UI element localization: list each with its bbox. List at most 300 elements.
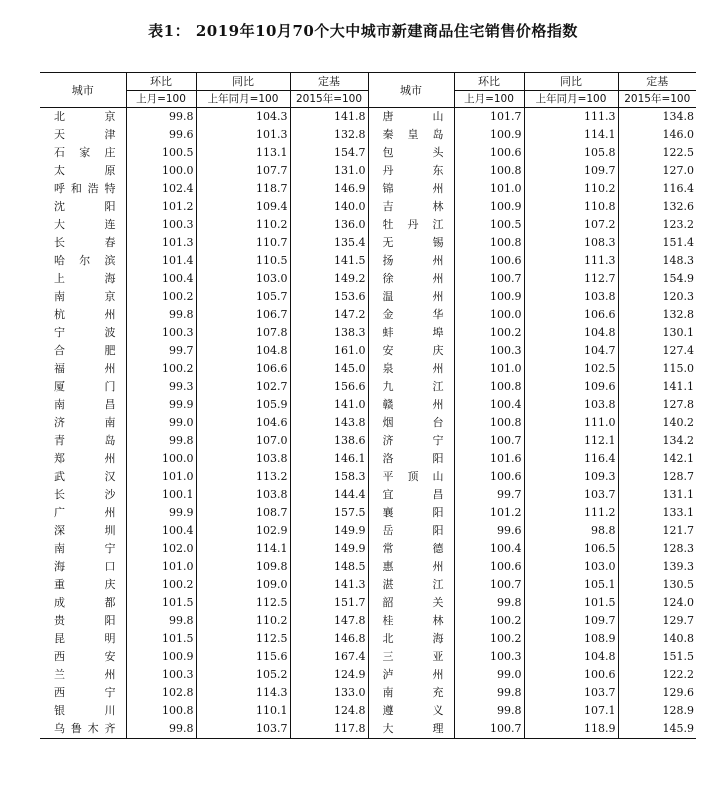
cell-yoy-right: 103.8 (524, 396, 618, 414)
cell-mom-right: 99.8 (454, 684, 524, 702)
cell-base-left: 132.8 (290, 126, 368, 144)
cell-city-left: 深圳 (54, 524, 116, 537)
cell-city-left: 乌鲁木齐 (40, 720, 126, 739)
cell-mom-left: 100.2 (126, 360, 196, 378)
cell-mom-right: 100.4 (454, 396, 524, 414)
cell-yoy-left: 104.8 (196, 342, 290, 360)
cell-mom-right: 99.7 (454, 486, 524, 504)
price-index-table (40, 72, 696, 739)
cell-mom-right: 100.6 (454, 468, 524, 486)
header-yoy-sub-left: 上年同月=100 (196, 91, 290, 108)
cell-base-left: 157.5 (290, 504, 368, 522)
cell-base-right: 133.1 (618, 504, 696, 522)
cell-mom-left: 102.0 (126, 540, 196, 558)
cell-base-right: 121.7 (618, 522, 696, 540)
cell-yoy-right: 105.8 (524, 144, 618, 162)
cell-mom-left: 99.3 (126, 378, 196, 396)
cell-city-right: 赣州 (368, 396, 454, 414)
cell-base-right: 141.1 (618, 378, 696, 396)
cell-mom-right: 100.3 (454, 648, 524, 666)
cell-yoy-right: 104.8 (524, 648, 618, 666)
cell-mom-left: 99.9 (126, 504, 196, 522)
cell-city-left: 长沙 (54, 488, 116, 501)
cell-yoy-left: 104.6 (196, 414, 290, 432)
header-base-sub-left: 2015年=100 (290, 91, 368, 108)
cell-base-left: 143.8 (290, 414, 368, 432)
cell-yoy-right: 107.2 (524, 216, 618, 234)
cell-base-right: 140.8 (618, 630, 696, 648)
cell-city-left: 兰州 (54, 668, 116, 681)
cell-yoy-left: 105.2 (196, 666, 290, 684)
cell-city-right: 无锡 (368, 234, 454, 252)
cell-mom-left: 100.5 (126, 144, 196, 162)
cell-yoy-left: 114.1 (196, 540, 290, 558)
cell-yoy-right: 103.7 (524, 486, 618, 504)
cell-mom-right: 100.0 (454, 306, 524, 324)
cell-city-left: 福州 (54, 362, 116, 375)
cell-base-left: 136.0 (290, 216, 368, 234)
table-row (40, 414, 696, 432)
cell-mom-left: 100.3 (126, 666, 196, 684)
cell-mom-right: 100.9 (454, 198, 524, 216)
cell-base-left: 141.0 (290, 396, 368, 414)
cell-city-left: 银川 (54, 704, 116, 717)
cell-base-right: 134.8 (618, 108, 696, 127)
cell-yoy-right: 101.5 (524, 594, 618, 612)
cell-base-left: 149.9 (290, 522, 368, 540)
cell-base-left: 124.9 (290, 666, 368, 684)
cell-city-left: 重庆 (54, 578, 116, 591)
cell-mom-right: 100.8 (454, 162, 524, 180)
cell-base-right: 123.2 (618, 216, 696, 234)
cell-base-left: 135.4 (290, 234, 368, 252)
cell-mom-left: 101.4 (126, 252, 196, 270)
cell-base-right: 122.2 (618, 666, 696, 684)
cell-city-left: 南宁 (54, 542, 116, 555)
cell-mom-left: 102.8 (126, 684, 196, 702)
cell-mom-left: 99.8 (126, 108, 196, 127)
cell-mom-right: 100.6 (454, 252, 524, 270)
cell-mom-right: 99.0 (454, 666, 524, 684)
cell-city-left: 厦门 (54, 380, 116, 393)
header-mom-right: 环比 (454, 73, 524, 91)
cell-base-right: 129.7 (618, 612, 696, 630)
cell-base-left: 141.3 (290, 576, 368, 594)
cell-yoy-left: 106.7 (196, 306, 290, 324)
cell-base-right: 127.0 (618, 162, 696, 180)
cell-city-right: 锦州 (368, 180, 454, 198)
cell-mom-right: 99.6 (454, 522, 524, 540)
cell-city-left: 南京 (54, 290, 116, 303)
cell-mom-left: 100.3 (126, 216, 196, 234)
cell-mom-left: 100.8 (126, 702, 196, 720)
cell-yoy-left: 115.6 (196, 648, 290, 666)
cell-yoy-left: 104.3 (196, 108, 290, 127)
cell-mom-left: 102.4 (126, 180, 196, 198)
cell-city-right: 烟台 (368, 414, 454, 432)
cell-city-right: 温州 (368, 288, 454, 306)
table-row (40, 684, 696, 702)
cell-city-left: 宁波 (54, 326, 116, 339)
cell-yoy-right: 109.7 (524, 162, 618, 180)
cell-city-left: 西安 (54, 650, 116, 663)
cell-yoy-right: 102.5 (524, 360, 618, 378)
cell-yoy-left: 110.5 (196, 252, 290, 270)
cell-city-right: 吉林 (368, 198, 454, 216)
table-row (40, 306, 696, 324)
cell-base-left: 146.9 (290, 180, 368, 198)
table-row (40, 486, 696, 504)
cell-yoy-left: 110.1 (196, 702, 290, 720)
cell-yoy-right: 116.4 (524, 450, 618, 468)
header-mom-sub-left: 上月=100 (126, 91, 196, 108)
cell-yoy-right: 111.3 (524, 252, 618, 270)
cell-city-left: 北京 (54, 110, 116, 123)
cell-base-left: 167.4 (290, 648, 368, 666)
cell-city-right: 遵义 (368, 702, 454, 720)
cell-mom-left: 100.9 (126, 648, 196, 666)
cell-city-left: 杭州 (54, 308, 116, 321)
cell-city-right: 惠州 (368, 558, 454, 576)
cell-mom-right: 100.7 (454, 576, 524, 594)
cell-mom-right: 99.8 (454, 702, 524, 720)
cell-city-right: 蚌埠 (368, 324, 454, 342)
table-row (40, 180, 696, 198)
cell-mom-left: 99.0 (126, 414, 196, 432)
cell-mom-right: 101.6 (454, 450, 524, 468)
cell-base-right: 132.8 (618, 306, 696, 324)
cell-base-left: 124.8 (290, 702, 368, 720)
cell-mom-right: 100.7 (454, 720, 524, 739)
cell-base-left: 146.8 (290, 630, 368, 648)
cell-city-right: 桂林 (368, 612, 454, 630)
cell-city-right: 九江 (368, 378, 454, 396)
cell-base-right: 127.4 (618, 342, 696, 360)
cell-base-left: 148.5 (290, 558, 368, 576)
cell-yoy-left: 114.3 (196, 684, 290, 702)
table-row (40, 144, 696, 162)
cell-yoy-left: 103.8 (196, 486, 290, 504)
cell-mom-left: 101.0 (126, 558, 196, 576)
cell-city-right: 扬州 (368, 252, 454, 270)
table-row (40, 702, 696, 720)
cell-base-right: 130.5 (618, 576, 696, 594)
cell-yoy-right: 108.9 (524, 630, 618, 648)
cell-base-right: 127.8 (618, 396, 696, 414)
cell-yoy-right: 111.3 (524, 108, 618, 127)
cell-base-right: 122.5 (618, 144, 696, 162)
cell-city-right: 三亚 (368, 648, 454, 666)
cell-mom-right: 101.2 (454, 504, 524, 522)
table-body (40, 108, 696, 739)
cell-yoy-right: 112.7 (524, 270, 618, 288)
cell-city-right: 泸州 (368, 666, 454, 684)
header-base-right: 定基 (618, 73, 696, 91)
cell-city-left: 南昌 (54, 398, 116, 411)
cell-city-left: 成都 (54, 596, 116, 609)
cell-base-left: 144.4 (290, 486, 368, 504)
cell-mom-right: 99.8 (454, 594, 524, 612)
table-row (40, 468, 696, 486)
cell-city-right: 唐山 (368, 108, 454, 127)
cell-mom-left: 100.2 (126, 576, 196, 594)
table-row (40, 360, 696, 378)
cell-yoy-right: 105.1 (524, 576, 618, 594)
cell-base-left: 131.0 (290, 162, 368, 180)
table-row (40, 576, 696, 594)
cell-yoy-left: 110.2 (196, 216, 290, 234)
cell-yoy-right: 107.1 (524, 702, 618, 720)
cell-base-left: 146.1 (290, 450, 368, 468)
header-yoy-sub-right: 上年同月=100 (524, 91, 618, 108)
cell-city-right: 徐州 (368, 270, 454, 288)
cell-mom-left: 100.0 (126, 162, 196, 180)
cell-yoy-right: 103.0 (524, 558, 618, 576)
cell-mom-left: 100.0 (126, 450, 196, 468)
cell-mom-right: 100.7 (454, 270, 524, 288)
cell-base-left: 140.0 (290, 198, 368, 216)
cell-base-left: 161.0 (290, 342, 368, 360)
cell-mom-right: 100.6 (454, 144, 524, 162)
table-row (40, 198, 696, 216)
table-row (40, 594, 696, 612)
cell-mom-left: 99.6 (126, 126, 196, 144)
cell-base-right: 120.3 (618, 288, 696, 306)
cell-city-left: 西宁 (54, 686, 116, 699)
cell-mom-right: 100.6 (454, 558, 524, 576)
cell-yoy-right: 110.2 (524, 180, 618, 198)
cell-mom-left: 99.7 (126, 342, 196, 360)
cell-base-left: 151.7 (290, 594, 368, 612)
cell-base-left: 141.8 (290, 108, 368, 127)
table-row (40, 540, 696, 558)
cell-mom-right: 100.5 (454, 216, 524, 234)
cell-base-left: 149.2 (290, 270, 368, 288)
cell-yoy-left: 103.7 (196, 720, 290, 739)
cell-city-right: 丹东 (368, 162, 454, 180)
cell-city-left: 郑州 (54, 452, 116, 465)
cell-city-left: 广州 (54, 506, 116, 519)
cell-yoy-left: 112.5 (196, 630, 290, 648)
cell-city-left: 呼和浩特 (54, 182, 116, 195)
cell-base-right: 140.2 (618, 414, 696, 432)
cell-mom-right: 100.7 (454, 432, 524, 450)
cell-yoy-left: 103.8 (196, 450, 290, 468)
cell-base-right: 130.1 (618, 324, 696, 342)
cell-city-left: 长春 (54, 236, 116, 249)
cell-base-right: 128.9 (618, 702, 696, 720)
table-row (40, 162, 696, 180)
cell-city-left: 海口 (54, 560, 116, 573)
cell-mom-left: 101.5 (126, 630, 196, 648)
cell-yoy-right: 109.3 (524, 468, 618, 486)
cell-city-left: 太原 (54, 164, 116, 177)
cell-yoy-right: 118.9 (524, 720, 618, 739)
cell-base-right: 124.0 (618, 594, 696, 612)
cell-city-right: 岳阳 (368, 522, 454, 540)
cell-mom-right: 100.2 (454, 324, 524, 342)
header-mom-left: 环比 (126, 73, 196, 91)
cell-yoy-left: 102.9 (196, 522, 290, 540)
cell-yoy-right: 103.7 (524, 684, 618, 702)
cell-city-left: 哈尔滨 (54, 254, 116, 267)
cell-base-left: 138.3 (290, 324, 368, 342)
cell-base-left: 117.8 (290, 720, 368, 739)
table-row (40, 612, 696, 630)
cell-base-left: 158.3 (290, 468, 368, 486)
cell-city-left: 石家庄 (54, 146, 116, 159)
cell-city-right: 金华 (368, 306, 454, 324)
cell-mom-right: 101.7 (454, 108, 524, 127)
cell-mom-right: 100.8 (454, 414, 524, 432)
cell-mom-left: 100.4 (126, 522, 196, 540)
cell-base-left: 153.6 (290, 288, 368, 306)
cell-mom-left: 99.8 (126, 432, 196, 450)
cell-yoy-right: 104.8 (524, 324, 618, 342)
table-row (40, 270, 696, 288)
cell-mom-left: 99.9 (126, 396, 196, 414)
cell-yoy-right: 103.8 (524, 288, 618, 306)
cell-city-left: 武汉 (54, 470, 116, 483)
cell-base-right: 129.6 (618, 684, 696, 702)
cell-base-left: 154.7 (290, 144, 368, 162)
cell-yoy-left: 109.4 (196, 198, 290, 216)
header-yoy-right: 同比 (524, 73, 618, 91)
table-row (40, 720, 696, 739)
cell-mom-left: 101.2 (126, 198, 196, 216)
cell-base-right: 132.6 (618, 198, 696, 216)
cell-base-left: 141.5 (290, 252, 368, 270)
cell-city-right: 湛江 (368, 576, 454, 594)
cell-city-right: 牡丹江 (368, 216, 454, 234)
header-city-left: 城市 (40, 73, 126, 108)
cell-mom-right: 100.8 (454, 234, 524, 252)
cell-base-right: 154.9 (618, 270, 696, 288)
cell-city-right: 安庆 (368, 342, 454, 360)
cell-base-left: 156.6 (290, 378, 368, 396)
cell-yoy-left: 110.2 (196, 612, 290, 630)
cell-yoy-left: 105.7 (196, 288, 290, 306)
cell-base-left: 138.6 (290, 432, 368, 450)
cell-yoy-left: 103.0 (196, 270, 290, 288)
cell-city-right: 平顶山 (368, 468, 454, 486)
cell-yoy-right: 110.8 (524, 198, 618, 216)
cell-base-right: 139.3 (618, 558, 696, 576)
cell-city-right: 济宁 (368, 432, 454, 450)
cell-yoy-left: 108.7 (196, 504, 290, 522)
cell-yoy-left: 109.0 (196, 576, 290, 594)
table-row (40, 108, 696, 127)
cell-yoy-left: 118.7 (196, 180, 290, 198)
table-row (40, 378, 696, 396)
cell-city-left: 天津 (54, 128, 116, 141)
cell-yoy-left: 101.3 (196, 126, 290, 144)
cell-city-left: 合肥 (54, 344, 116, 357)
cell-mom-left: 99.8 (126, 720, 196, 739)
table-row (40, 234, 696, 252)
header-yoy-left: 同比 (196, 73, 290, 91)
cell-yoy-right: 112.1 (524, 432, 618, 450)
cell-yoy-left: 113.2 (196, 468, 290, 486)
cell-yoy-right: 111.0 (524, 414, 618, 432)
cell-city-right: 泉州 (368, 360, 454, 378)
cell-base-right: 146.0 (618, 126, 696, 144)
cell-city-right: 洛阳 (368, 450, 454, 468)
cell-yoy-right: 98.8 (524, 522, 618, 540)
cell-yoy-left: 110.7 (196, 234, 290, 252)
cell-city-right: 韶关 (368, 594, 454, 612)
cell-yoy-right: 109.6 (524, 378, 618, 396)
header-base-left: 定基 (290, 73, 368, 91)
cell-mom-right: 100.4 (454, 540, 524, 558)
cell-base-left: 145.0 (290, 360, 368, 378)
cell-base-right: 148.3 (618, 252, 696, 270)
cell-city-right: 包头 (368, 144, 454, 162)
cell-base-right: 151.5 (618, 648, 696, 666)
cell-base-right: 128.7 (618, 468, 696, 486)
cell-mom-right: 100.8 (454, 378, 524, 396)
table-title: 表1： 2019年10月70个大中城市新建商品住宅销售价格指数 (148, 22, 578, 40)
cell-base-left: 149.9 (290, 540, 368, 558)
table-row (40, 450, 696, 468)
cell-yoy-left: 106.6 (196, 360, 290, 378)
cell-base-left: 147.2 (290, 306, 368, 324)
table-row (40, 522, 696, 540)
cell-city-right: 襄阳 (368, 504, 454, 522)
cell-mom-right: 100.3 (454, 342, 524, 360)
cell-yoy-left: 113.1 (196, 144, 290, 162)
cell-city-right: 秦皇岛 (368, 126, 454, 144)
cell-yoy-left: 105.9 (196, 396, 290, 414)
cell-yoy-left: 107.0 (196, 432, 290, 450)
header-city-right: 城市 (368, 73, 454, 108)
table-row (40, 288, 696, 306)
cell-yoy-right: 114.1 (524, 126, 618, 144)
cell-yoy-right: 106.5 (524, 540, 618, 558)
cell-city-left: 上海 (54, 272, 116, 285)
cell-base-right: 115.0 (618, 360, 696, 378)
cell-yoy-right: 108.3 (524, 234, 618, 252)
table-row (40, 504, 696, 522)
cell-yoy-right: 100.6 (524, 666, 618, 684)
cell-mom-left: 101.3 (126, 234, 196, 252)
cell-yoy-left: 107.7 (196, 162, 290, 180)
cell-base-left: 133.0 (290, 684, 368, 702)
cell-base-right: 128.3 (618, 540, 696, 558)
cell-base-right: 145.9 (618, 720, 696, 739)
cell-city-left: 济南 (54, 416, 116, 429)
cell-mom-left: 100.4 (126, 270, 196, 288)
header-base-sub-right: 2015年=100 (618, 91, 696, 108)
cell-city-left: 青岛 (54, 434, 116, 447)
cell-mom-left: 100.2 (126, 288, 196, 306)
cell-base-right: 151.4 (618, 234, 696, 252)
table-row (40, 432, 696, 450)
table-row (40, 324, 696, 342)
table-row (40, 216, 696, 234)
table-row (40, 558, 696, 576)
cell-yoy-right: 104.7 (524, 342, 618, 360)
cell-base-right: 142.1 (618, 450, 696, 468)
table-row (40, 666, 696, 684)
cell-city-right: 常德 (368, 540, 454, 558)
cell-base-right: 116.4 (618, 180, 696, 198)
cell-city-left: 贵阳 (54, 614, 116, 627)
cell-city-right: 南充 (368, 684, 454, 702)
table-row (40, 252, 696, 270)
table-row (40, 630, 696, 648)
cell-mom-right: 101.0 (454, 180, 524, 198)
